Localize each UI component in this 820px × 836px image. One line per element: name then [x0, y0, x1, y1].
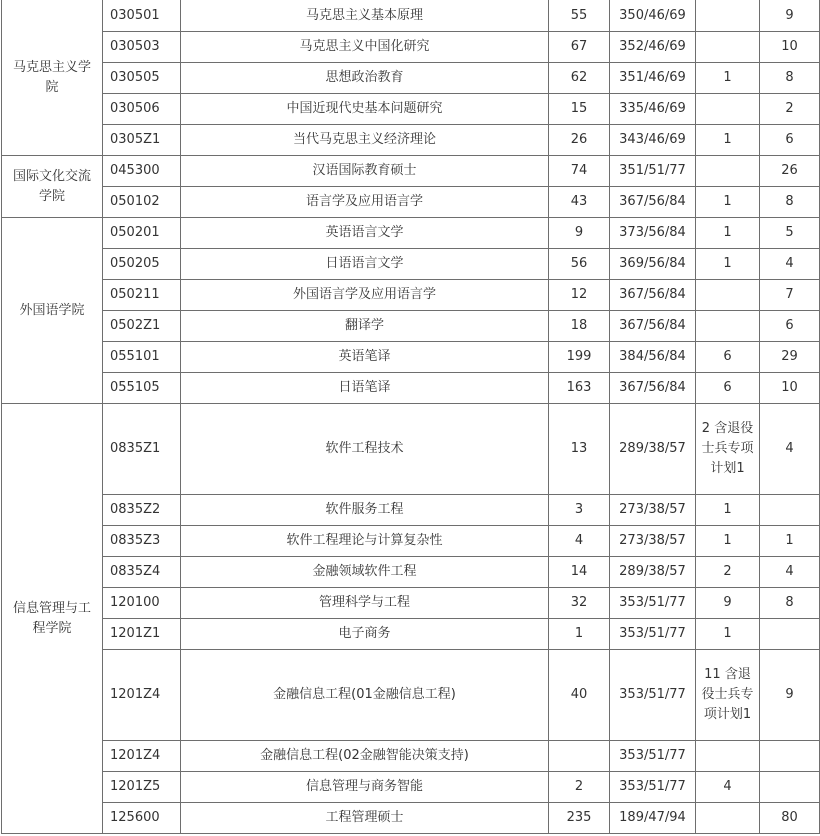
major-cell: 金融信息工程(01金融信息工程)	[181, 650, 549, 741]
quota-cell: 4	[760, 404, 820, 495]
major-cell: 英语笔译	[181, 342, 549, 373]
code-cell: 050211	[103, 280, 181, 311]
code-cell: 050201	[103, 218, 181, 249]
major-cell: 外国语言学及应用语言学	[181, 280, 549, 311]
quota-cell: 10	[760, 32, 820, 63]
recommended-cell	[696, 94, 760, 125]
recommended-cell: 1	[696, 125, 760, 156]
major-cell: 软件服务工程	[181, 495, 549, 526]
recommended-cell: 4	[696, 772, 760, 803]
quota-cell: 8	[760, 63, 820, 94]
table-row	[2, 741, 820, 772]
score-line-cell: 350/46/69	[610, 0, 696, 32]
code-cell: 030503	[103, 32, 181, 63]
code-cell: 0835Z4	[103, 557, 181, 588]
code-cell: 050205	[103, 249, 181, 280]
score-line-cell: 353/51/77	[610, 588, 696, 619]
college-cell	[2, 404, 103, 834]
applicants-cell: 13	[549, 404, 610, 495]
recommended-cell: 2 含退役士兵专项计划1	[696, 404, 760, 495]
quota-cell	[760, 772, 820, 803]
college-name: 国际文化交流学院	[12, 168, 91, 204]
applicants-cell: 235	[549, 803, 610, 834]
quota-cell: 26	[760, 156, 820, 187]
score-line-cell: 353/51/77	[610, 741, 696, 772]
score-line-cell: 273/38/57	[610, 495, 696, 526]
score-line-cell: 367/56/84	[610, 187, 696, 218]
code-cell: 1201Z4	[103, 650, 181, 741]
code-cell: 120100	[103, 588, 181, 619]
recommended-cell: 9	[696, 588, 760, 619]
recommended-cell	[696, 311, 760, 342]
college-cell	[2, 0, 103, 156]
code-cell: 055101	[103, 342, 181, 373]
quota-cell: 5	[760, 218, 820, 249]
score-line-cell: 369/56/84	[610, 249, 696, 280]
score-line-cell: 351/51/77	[610, 156, 696, 187]
quota-cell: 2	[760, 94, 820, 125]
table-row	[2, 0, 820, 32]
score-line-cell: 335/46/69	[610, 94, 696, 125]
code-cell: 0305Z1	[103, 125, 181, 156]
code-cell: 030501	[103, 0, 181, 32]
table-row	[2, 63, 820, 94]
code-cell: 055105	[103, 373, 181, 404]
code-cell: 045300	[103, 156, 181, 187]
applicants-cell: 74	[549, 156, 610, 187]
score-line-cell: 343/46/69	[610, 125, 696, 156]
applicants-cell: 32	[549, 588, 610, 619]
table-row	[2, 373, 820, 404]
quota-cell: 9	[760, 0, 820, 32]
recommended-cell	[696, 741, 760, 772]
applicants-cell: 18	[549, 311, 610, 342]
table-row	[2, 495, 820, 526]
table-row	[2, 94, 820, 125]
score-line-cell: 353/51/77	[610, 619, 696, 650]
major-cell: 思想政治教育	[181, 63, 549, 94]
score-line-cell: 189/47/94	[610, 803, 696, 834]
major-cell: 日语笔译	[181, 373, 549, 404]
score-line-cell: 351/46/69	[610, 63, 696, 94]
recommended-cell: 2	[696, 557, 760, 588]
recommended-cell: 1	[696, 619, 760, 650]
table-row	[2, 619, 820, 650]
table-row	[2, 280, 820, 311]
table-row	[2, 557, 820, 588]
major-cell: 语言学及应用语言学	[181, 187, 549, 218]
table-row	[2, 218, 820, 249]
table-row	[2, 588, 820, 619]
major-cell: 中国近现代史基本问题研究	[181, 94, 549, 125]
quota-cell: 29	[760, 342, 820, 373]
recommended-cell: 1	[696, 187, 760, 218]
table-row	[2, 650, 820, 741]
code-cell: 030505	[103, 63, 181, 94]
score-line-cell: 353/51/77	[610, 650, 696, 741]
code-cell: 0835Z2	[103, 495, 181, 526]
code-cell: 030506	[103, 94, 181, 125]
quota-cell: 6	[760, 125, 820, 156]
applicants-cell: 40	[549, 650, 610, 741]
recommended-cell: 1	[696, 218, 760, 249]
college-name: 马克思主义学院	[12, 59, 91, 95]
score-line-cell: 273/38/57	[610, 526, 696, 557]
code-cell: 0835Z3	[103, 526, 181, 557]
quota-cell	[760, 619, 820, 650]
quota-cell: 9	[760, 650, 820, 741]
table-row	[2, 125, 820, 156]
table-row	[2, 187, 820, 218]
quota-cell: 80	[760, 803, 820, 834]
table-row	[2, 404, 820, 495]
score-line-cell: 352/46/69	[610, 32, 696, 63]
recommended-cell: 11 含退役士兵专项计划1	[696, 650, 760, 741]
applicants-cell: 1	[549, 619, 610, 650]
table-row	[2, 772, 820, 803]
code-cell: 050102	[103, 187, 181, 218]
code-cell: 1201Z5	[103, 772, 181, 803]
college-name: 外国语学院	[19, 302, 85, 318]
recommended-cell: 1	[696, 63, 760, 94]
recommended-cell: 6	[696, 342, 760, 373]
quota-cell: 8	[760, 588, 820, 619]
recommended-cell: 1	[696, 249, 760, 280]
applicants-cell: 4	[549, 526, 610, 557]
applicants-cell: 9	[549, 218, 610, 249]
quota-cell: 10	[760, 373, 820, 404]
recommended-cell	[696, 32, 760, 63]
recommended-cell: 6	[696, 373, 760, 404]
score-line-cell: 367/56/84	[610, 280, 696, 311]
table-row	[2, 156, 820, 187]
quota-cell	[760, 741, 820, 772]
major-cell: 马克思主义中国化研究	[181, 32, 549, 63]
quota-cell: 6	[760, 311, 820, 342]
recommended-cell	[696, 0, 760, 32]
applicants-cell: 26	[549, 125, 610, 156]
major-cell: 当代马克思主义经济理论	[181, 125, 549, 156]
major-cell: 金融领域软件工程	[181, 557, 549, 588]
quota-cell: 4	[760, 249, 820, 280]
college-name: 信息管理与工程学院	[12, 600, 91, 636]
quota-cell: 8	[760, 187, 820, 218]
applicants-cell: 15	[549, 94, 610, 125]
score-line-cell: 289/38/57	[610, 404, 696, 495]
major-cell: 工程管理硕士	[181, 803, 549, 834]
major-cell: 电子商务	[181, 619, 549, 650]
table-row	[2, 311, 820, 342]
code-cell: 125600	[103, 803, 181, 834]
code-cell: 0502Z1	[103, 311, 181, 342]
major-cell: 翻译学	[181, 311, 549, 342]
score-line-cell: 289/38/57	[610, 557, 696, 588]
major-cell: 金融信息工程(02金融智能决策支持)	[181, 741, 549, 772]
score-line-cell: 373/56/84	[610, 218, 696, 249]
score-line-cell: 353/51/77	[610, 772, 696, 803]
admissions-table	[1, 0, 820, 834]
recommended-cell	[696, 803, 760, 834]
score-line-cell: 384/56/84	[610, 342, 696, 373]
recommended-cell: 1	[696, 526, 760, 557]
quota-cell: 4	[760, 557, 820, 588]
quota-cell: 1	[760, 526, 820, 557]
recommended-cell	[696, 156, 760, 187]
applicants-cell: 67	[549, 32, 610, 63]
applicants-cell: 199	[549, 342, 610, 373]
applicants-cell: 56	[549, 249, 610, 280]
code-cell: 1201Z4	[103, 741, 181, 772]
applicants-cell: 163	[549, 373, 610, 404]
applicants-cell	[549, 741, 610, 772]
major-cell: 日语语言文学	[181, 249, 549, 280]
major-cell: 汉语国际教育硕士	[181, 156, 549, 187]
recommended-cell	[696, 280, 760, 311]
major-cell: 软件工程理论与计算复杂性	[181, 526, 549, 557]
score-line-cell: 367/56/84	[610, 373, 696, 404]
major-cell: 马克思主义基本原理	[181, 0, 549, 32]
applicants-cell: 14	[549, 557, 610, 588]
major-cell: 信息管理与商务智能	[181, 772, 549, 803]
major-cell: 英语语言文学	[181, 218, 549, 249]
applicants-cell: 62	[549, 63, 610, 94]
quota-cell: 7	[760, 280, 820, 311]
table-row	[2, 803, 820, 834]
applicants-cell: 3	[549, 495, 610, 526]
score-line-cell: 367/56/84	[610, 311, 696, 342]
code-cell: 1201Z1	[103, 619, 181, 650]
applicants-cell: 2	[549, 772, 610, 803]
table-row	[2, 32, 820, 63]
college-cell	[2, 218, 103, 404]
college-cell	[2, 156, 103, 218]
applicants-cell: 43	[549, 187, 610, 218]
major-cell: 软件工程技术	[181, 404, 549, 495]
code-cell: 0835Z1	[103, 404, 181, 495]
quota-cell	[760, 495, 820, 526]
table-row	[2, 249, 820, 280]
table-row	[2, 526, 820, 557]
recommended-cell: 1	[696, 495, 760, 526]
table-row	[2, 342, 820, 373]
applicants-cell: 12	[549, 280, 610, 311]
major-cell: 管理科学与工程	[181, 588, 549, 619]
table-body	[2, 0, 820, 834]
applicants-cell: 55	[549, 0, 610, 32]
